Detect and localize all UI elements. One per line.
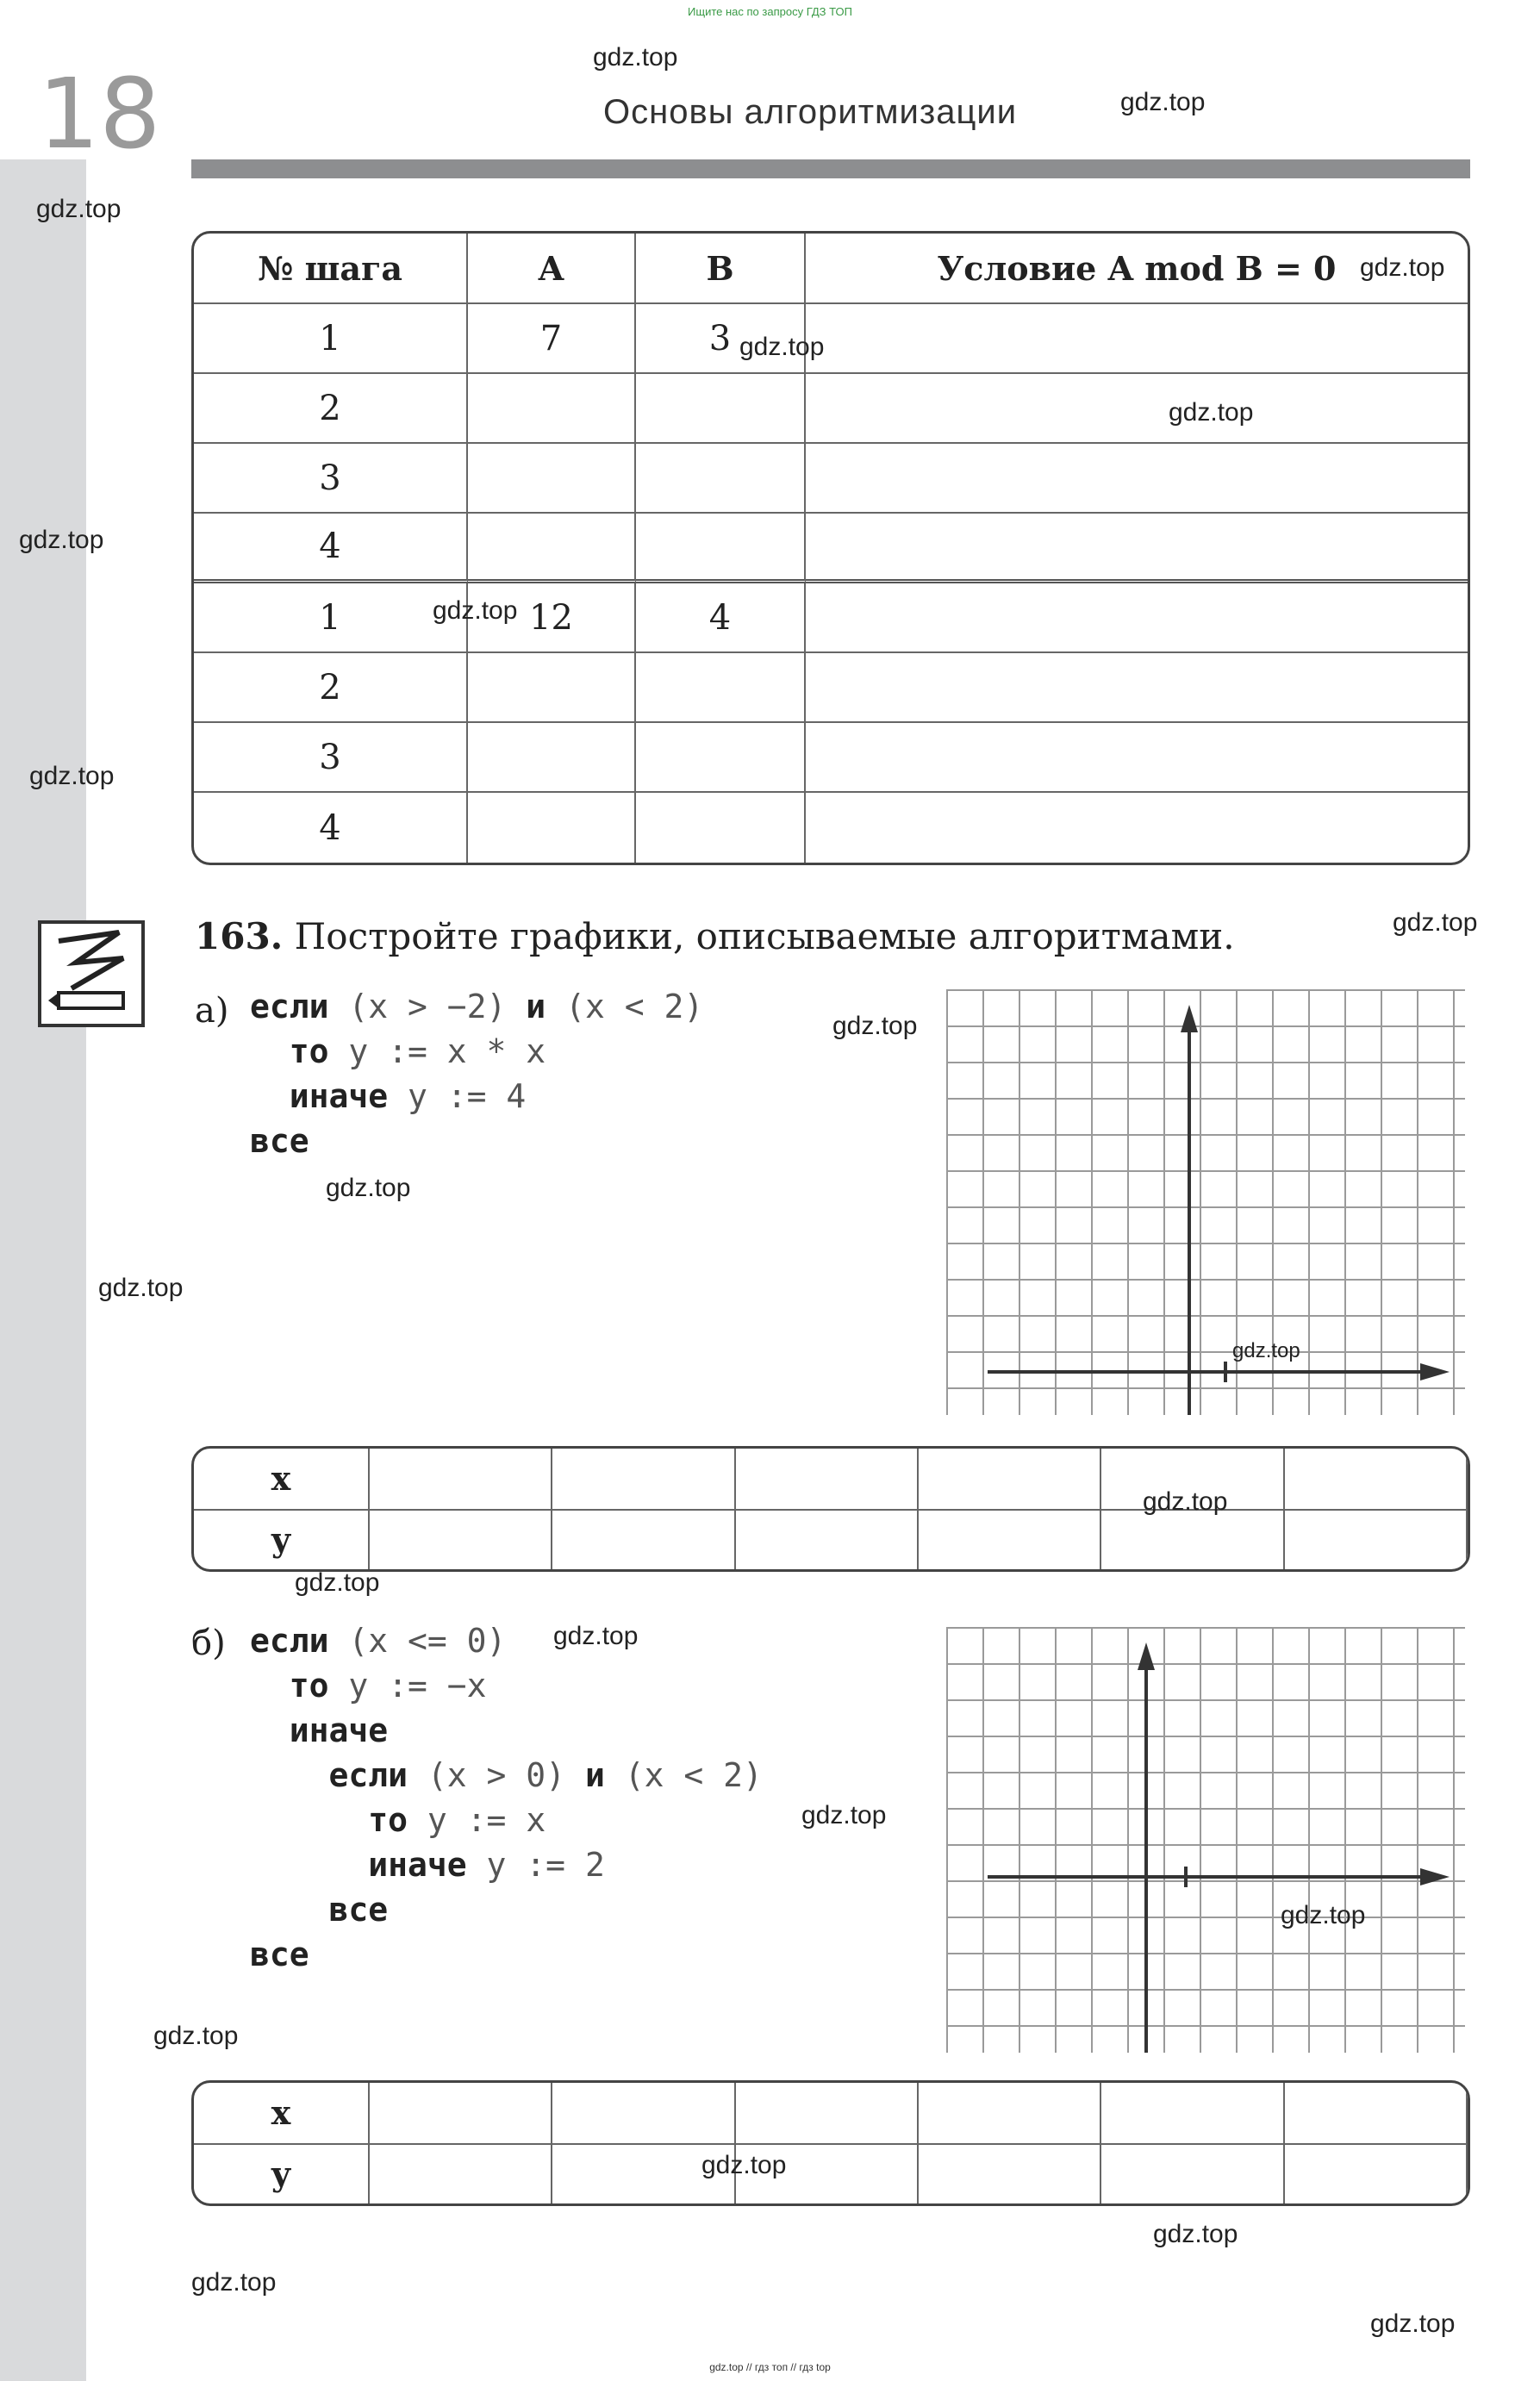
code-line: если (x <= 0) (250, 1622, 507, 1660)
y-cell[interactable] (1101, 2145, 1284, 2203)
x-cell[interactable] (736, 1449, 919, 1511)
a-cell (468, 374, 636, 444)
step-cell: 2 (194, 653, 468, 723)
watermark: gdz.top (1232, 1339, 1300, 1362)
condition-cell (806, 444, 1468, 514)
x-cell[interactable] (736, 2083, 919, 2145)
graph-grid-a[interactable] (946, 989, 1465, 1415)
table-row (194, 723, 1468, 793)
watermark: gdz.top (1393, 908, 1478, 937)
watermark: gdz.top (701, 2151, 787, 2179)
watermark: gdz.top (36, 195, 122, 223)
y-cell[interactable] (1101, 1511, 1284, 1569)
table-row (194, 793, 1468, 863)
step-cell: 3 (194, 723, 468, 793)
table-row (194, 583, 1468, 653)
x-label: x (194, 1449, 370, 1511)
a-cell (468, 653, 636, 723)
y-cell[interactable] (552, 1511, 735, 1569)
x-cell[interactable] (1285, 1449, 1468, 1511)
watermark: gdz.top (1143, 1487, 1228, 1516)
watermark: gdz.top (191, 2268, 277, 2297)
task-heading (195, 915, 1235, 957)
step-cell: 1 (194, 304, 468, 374)
watermark: gdz.top (1153, 2220, 1238, 2248)
condition-cell (806, 514, 1468, 583)
code-line: если (x > −2) и (x < 2) (250, 988, 704, 1025)
y-cell[interactable] (919, 2145, 1101, 2203)
b-cell: 3 (636, 304, 806, 374)
condition-cell (806, 304, 1468, 374)
watermark: gdz.top (553, 1622, 639, 1650)
y-label: y (194, 1511, 370, 1569)
watermark: gdz.top (593, 43, 678, 72)
bottom-note: gdz.top // гдз топ // гдз top (709, 2361, 831, 2373)
part-a-label: а) (195, 991, 229, 1031)
b-cell (636, 723, 806, 793)
condition-cell (806, 583, 1468, 653)
a-cell: 12 (468, 583, 636, 653)
task-number: 163. (195, 915, 284, 957)
step-cell: 4 (194, 514, 468, 583)
col-header-step: № шага (194, 234, 468, 304)
y-cell[interactable] (1285, 2145, 1468, 2203)
code-line: все (250, 1122, 309, 1160)
y-cell[interactable] (370, 1511, 552, 1569)
condition-cell (806, 723, 1468, 793)
watermark: gdz.top (433, 596, 518, 625)
code-line: все (328, 1891, 389, 1929)
watermark: gdz.top (1281, 1901, 1366, 1929)
table-row (194, 304, 1468, 374)
part-b-code (250, 1618, 763, 1977)
x-cell[interactable] (552, 1449, 735, 1511)
x-label: x (194, 2083, 370, 2145)
a-cell (468, 723, 636, 793)
xy-table-a (191, 1446, 1470, 1572)
watermark: gdz.top (295, 1568, 380, 1597)
page-number: 18 (38, 59, 161, 171)
y-cell[interactable] (370, 2145, 552, 2203)
xy-table-b (191, 2080, 1470, 2206)
part-b-label: б) (191, 1624, 226, 1663)
page-title: Основы алгоритмизации (603, 93, 1018, 131)
exercise-pencil-icon (38, 920, 145, 1027)
condition-cell (806, 374, 1468, 444)
step-cell: 3 (194, 444, 468, 514)
x-cell[interactable] (1101, 2083, 1284, 2145)
top-note: Ищите нас по запросу ГДЗ ТОП (688, 5, 852, 18)
y-cell[interactable] (736, 1511, 919, 1569)
b-cell (636, 793, 806, 863)
x-cell[interactable] (919, 2083, 1101, 2145)
col-header-b: B (636, 234, 806, 304)
x-cell[interactable] (552, 2083, 735, 2145)
part-a-code (250, 984, 703, 1163)
table-row (194, 444, 1468, 514)
steps-table (191, 231, 1470, 865)
x-cell[interactable] (370, 2083, 552, 2145)
code-line: то y := −x (289, 1667, 487, 1705)
graph-grid-b[interactable] (946, 1627, 1465, 2053)
watermark: gdz.top (29, 762, 115, 790)
a-cell (468, 444, 636, 514)
code-line: иначе y := 4 (289, 1077, 527, 1115)
header-divider (191, 159, 1470, 178)
y-label: y (194, 2145, 370, 2203)
col-header-a: A (468, 234, 636, 304)
a-cell (468, 514, 636, 583)
page-margin-band (0, 159, 86, 2381)
code-line: иначе (289, 1711, 389, 1749)
code-line: то y := x * x (289, 1032, 546, 1070)
table-row (194, 653, 1468, 723)
condition-cell (806, 653, 1468, 723)
b-cell: 4 (636, 583, 806, 653)
b-cell (636, 653, 806, 723)
watermark: gdz.top (832, 1012, 918, 1040)
condition-cell (806, 793, 1468, 863)
watermark: gdz.top (19, 526, 104, 554)
step-cell: 1 (194, 583, 468, 653)
watermark: gdz.top (739, 333, 825, 361)
table-row (194, 374, 1468, 444)
code-line: если (x > 0) и (x < 2) (328, 1756, 763, 1794)
watermark: gdz.top (153, 2022, 239, 2050)
watermark: gdz.top (98, 1274, 184, 1302)
b-cell (636, 374, 806, 444)
y-cell[interactable] (919, 1511, 1101, 1569)
y-cell[interactable] (1285, 1511, 1468, 1569)
code-line: все (250, 1935, 309, 1973)
watermark: gdz.top (1370, 2309, 1456, 2338)
watermark: gdz.top (801, 1801, 887, 1829)
step-cell: 2 (194, 374, 468, 444)
a-cell (468, 793, 636, 863)
x-cell[interactable] (919, 1449, 1101, 1511)
step-cell: 4 (194, 793, 468, 863)
watermark: gdz.top (1120, 88, 1206, 116)
x-cell[interactable] (370, 1449, 552, 1511)
b-cell (636, 444, 806, 514)
code-line: то y := x (368, 1801, 546, 1839)
b-cell (636, 514, 806, 583)
watermark: gdz.top (1169, 398, 1254, 427)
code-line: иначе y := 2 (368, 1846, 605, 1884)
x-cell[interactable] (1285, 2083, 1468, 2145)
watermark: gdz.top (326, 1174, 411, 1202)
task-text: Постройте графики, описываемые алгоритмами. (294, 915, 1235, 957)
a-cell: 7 (468, 304, 636, 374)
col-header-condition: Условие A mod B = 0 (806, 234, 1468, 304)
table-row (194, 514, 1468, 583)
watermark: gdz.top (1360, 253, 1445, 282)
